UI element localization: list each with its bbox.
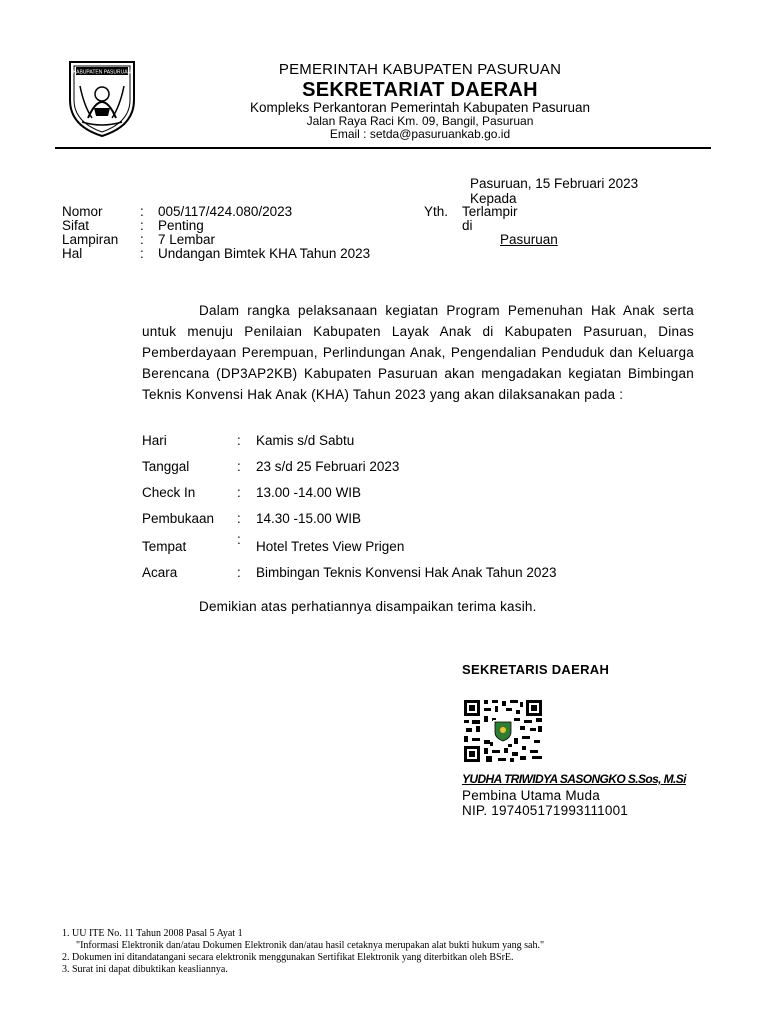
meta-label: Hal — [62, 246, 83, 261]
meta-value: 005/117/424.080/2023 — [158, 204, 293, 219]
detail-colon: : — [237, 565, 241, 580]
detail-colon: : — [237, 532, 241, 547]
signatory-rank: Pembina Utama Muda — [462, 788, 600, 803]
signatory-title: SEKRETARIS DAERAH — [462, 662, 610, 677]
meta-label: Lampiran — [62, 232, 119, 247]
detail-value: 23 s/d 25 Februari 2023 — [256, 459, 400, 474]
detail-colon: : — [237, 459, 241, 474]
meta-value: Undangan Bimtek KHA Tahun 2023 — [158, 246, 371, 261]
kepada-label: Kepada — [470, 191, 517, 206]
meta-value: Penting — [158, 218, 204, 233]
government-name: PEMERINTAH KABUPATEN PASURUAN — [278, 61, 562, 78]
detail-value: Hotel Tretes View Prigen — [256, 539, 405, 554]
signatory-nip: NIP. 197405171993111001 — [462, 803, 629, 818]
signatory-name: YUDHA TRIWIDYA SASONGKO S.Sos, M.Si — [462, 772, 686, 786]
office-complex: Kompleks Perkantoran Pemerintah Kabupaten Pasuruan — [250, 100, 590, 115]
recipient: Terlampir — [462, 204, 518, 219]
closing-sentence: Demikian atas perhatiannya disampaikan terima kasih. — [199, 599, 537, 614]
detail-label: Tempat — [142, 539, 187, 554]
meta-value: 7 Lembar — [158, 232, 216, 247]
detail-value: 14.30 -15.00 WIB — [256, 511, 362, 526]
yth-label: Yth. — [424, 204, 449, 219]
footnote-3: 3. Surat ini dapat dibuktikan keasliannya. — [62, 964, 228, 975]
meta-label: Nomor — [62, 204, 103, 219]
detail-label: Pembukaan — [142, 511, 215, 526]
meta-colon: : — [140, 218, 144, 233]
detail-value: Bimbingan Teknis Konvensi Hak Anak Tahun 2023 — [256, 565, 557, 580]
meta-colon: : — [140, 204, 144, 219]
office-email: Email : setda@pasuruankab.go.id — [329, 127, 511, 141]
detail-value: Kamis s/d Sabtu — [256, 433, 355, 448]
footnote-1: 1. UU ITE No. 11 Tahun 2008 Pasal 5 Ayat 1 — [62, 928, 243, 939]
detail-label: Check In — [142, 485, 196, 500]
logo-text: KABUPATEN PASURUAN — [72, 69, 132, 76]
body-paragraph-text: Dalam rangka pelaksanaan kegiatan Program Pemenuhan Hak Anak serta untuk menuju Penilaian Kabupaten Layak Anak di Kabupaten Pasuruan, Dinas Pemberdayaan Perempuan, Perlindungan Anak, Pengendalian Penduduk dan Keluarga Berencana (DP3AP2KB) Kabupaten Pasuruan akan mengadakan kegiatan Bimbingan Teknis Konvensi Hak Anak (KHA) Tahun 2023 yang akan dilaksanakan pada : — [142, 303, 694, 402]
regency-crest-icon — [64, 56, 140, 140]
meta-colon: : — [140, 246, 144, 261]
meta-colon: : — [140, 232, 144, 247]
footnote-1-quote: "Informasi Elektronik dan/atau Dokumen Elektronik dan/atau hasil cetaknya merupakan alat bukti hukum yang sah." — [76, 940, 545, 951]
letter-date: Pasuruan, 15 Februari 2023 — [470, 176, 639, 191]
qr-code-icon — [462, 698, 544, 764]
meta-label: Sifat — [62, 218, 90, 233]
detail-label: Acara — [142, 565, 178, 580]
letterhead-divider — [55, 147, 711, 149]
detail-value: 13.00 -14.00 WIB — [256, 485, 362, 500]
detail-label: Hari — [142, 433, 167, 448]
footnote-2: 2. Dokumen ini ditandatangani secara elektronik menggunakan Sertifikat Elektronik yang diterbitkan oleh BSrE. — [62, 952, 514, 963]
detail-label: Tanggal — [142, 459, 190, 474]
detail-colon: : — [237, 433, 241, 448]
detail-colon: : — [237, 511, 241, 526]
office-address: Jalan Raya Raci Km. 09, Bangil, Pasuruan — [306, 114, 534, 128]
di-label: di — [462, 218, 473, 233]
office-name: SEKRETARIAT DAERAH — [302, 79, 538, 101]
body-paragraph — [142, 300, 694, 405]
detail-colon: : — [237, 485, 241, 500]
recipient-city: Pasuruan — [500, 232, 558, 247]
